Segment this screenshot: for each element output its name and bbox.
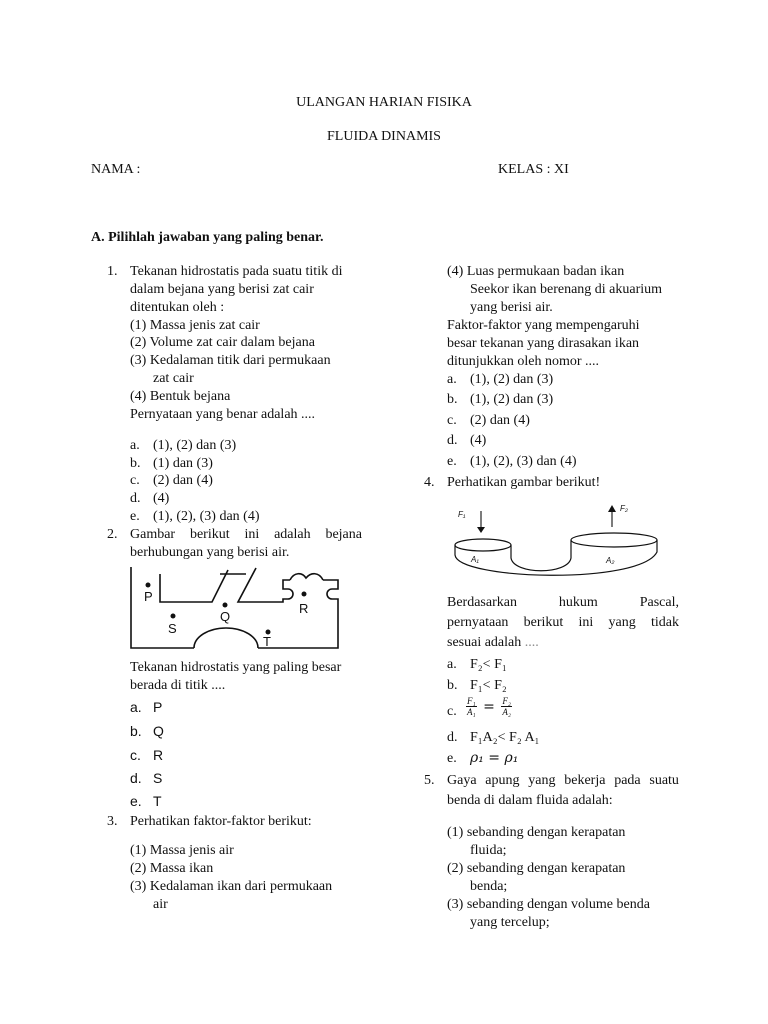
list-item: (3) sebanding dengan volume benda: [447, 897, 650, 912]
question-text: dalam bejana yang berisi zat cair: [130, 282, 314, 297]
arrow-up-icon: [608, 505, 616, 512]
question-text: Berdasarkan hukum Pascal,: [447, 595, 679, 610]
press-outline: [455, 533, 657, 575]
question-text: Tekanan hidrostatis yang paling besar: [130, 660, 342, 675]
question-text: Perhatikan gambar berikut!: [447, 475, 601, 490]
list-item: (4) Bentuk bejana: [130, 389, 231, 404]
list-item: (3) Kedalaman ikan dari permukaan: [130, 879, 333, 894]
list-item: Seekor ikan berenang di akuarium: [470, 282, 663, 297]
list-item: (2) sebanding dengan kerapatan: [447, 861, 626, 876]
list-item: fluida;: [470, 843, 507, 858]
exam-title: ULANGAN HARIAN FISIKA: [296, 95, 472, 110]
label-q: Q: [220, 609, 231, 624]
label-f2: F₂: [620, 504, 628, 513]
question-text: Perhatikan faktor-faktor berikut:: [130, 814, 312, 829]
question-text: benda di dalam fluida adalah:: [447, 793, 613, 808]
list-item: zat cair: [153, 371, 194, 386]
list-item: (3) Kedalaman titik dari permukaan: [130, 353, 331, 368]
list-item: yang berisi air.: [470, 300, 553, 315]
section-heading: A. Pilihlah jawaban yang paling benar.: [91, 230, 324, 245]
label-a1: A₁: [471, 555, 479, 564]
small-piston-surface: [455, 539, 511, 551]
question-number: 4.: [424, 475, 435, 490]
list-item: (2) Volume zat cair dalam bejana: [130, 335, 315, 350]
question-number: 3.: [107, 814, 118, 829]
question-number: 5.: [424, 773, 435, 788]
question-prompt: Faktor-faktor yang mempengaruhi: [447, 318, 640, 333]
arrow-down-icon: [477, 527, 485, 533]
question-number: 2.: [107, 527, 118, 542]
question-prompt: Pernyataan yang benar adalah ....: [130, 407, 316, 422]
label-s: S: [168, 621, 177, 636]
question-text: Gambar berikut ini adalah bejana: [130, 527, 362, 542]
list-item: (1) sebanding dengan kerapatan: [447, 825, 626, 840]
label-a2: A₂: [606, 556, 615, 565]
question-text: pernyataan berikut ini yang tidak: [447, 615, 679, 630]
exam-subtitle: FLUIDA DINAMIS: [327, 129, 441, 144]
list-item: (1) Massa jenis zat cair: [130, 318, 260, 333]
list-item: air: [153, 897, 168, 912]
list-item: (4) Luas permukaan badan ikan: [447, 264, 625, 279]
question-text: Tekanan hidrostatis pada suatu titik di: [130, 264, 343, 279]
question-text: ditentukan oleh :: [130, 300, 225, 315]
question-text: sesuai adalah ....: [447, 635, 539, 650]
list-item: benda;: [470, 879, 508, 894]
name-label: NAMA :: [91, 162, 141, 177]
large-piston-surface: [571, 533, 657, 547]
class-label: KELAS : XI: [498, 162, 569, 177]
question-text: Gaya apung yang bekerja pada suatu: [447, 773, 679, 788]
question-prompt: ditunjukkan oleh nomor ....: [447, 354, 600, 369]
list-item: (2) Massa ikan: [130, 861, 214, 876]
question-text: berhubungan yang berisi air.: [130, 545, 290, 560]
label-t: T: [263, 634, 271, 649]
label-r: R: [299, 601, 309, 616]
fraction-equation: $\frac{\text{F₁}}{\text{A₁}}$ = $\frac{\text{F₂}}{\text{A₂}}$: [467, 696, 512, 717]
label-f1: F₁: [458, 510, 466, 519]
question-text: berada di titik ....: [130, 678, 226, 693]
list-item: yang tercelup;: [470, 915, 550, 930]
question-prompt: besar tekanan yang dirasakan ikan: [447, 336, 640, 351]
label-p: P: [144, 589, 153, 604]
list-item: (1) Massa jenis air: [130, 843, 234, 858]
question-number: 1.: [107, 264, 118, 279]
